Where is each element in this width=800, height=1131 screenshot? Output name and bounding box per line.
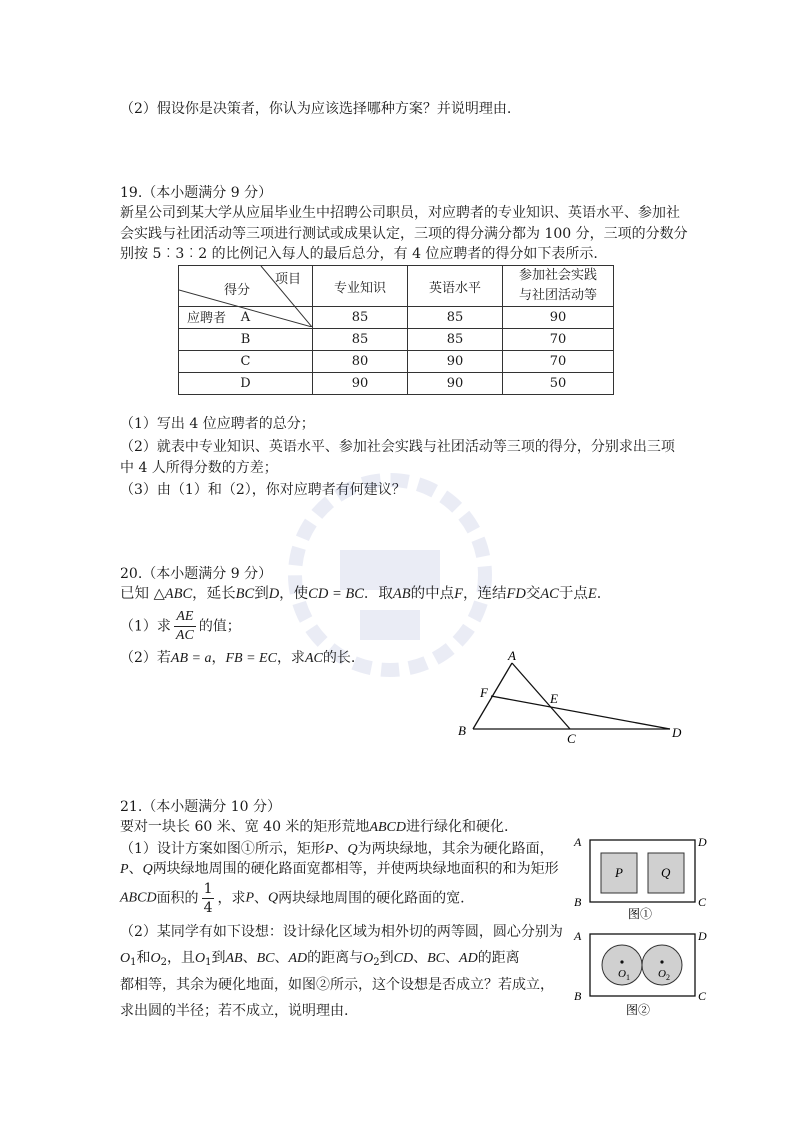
col-header-activities-line1: 参加社会实践 bbox=[518, 268, 597, 283]
row-name: D bbox=[179, 373, 313, 395]
cell-activities: 70 bbox=[503, 351, 614, 373]
q21-p2-line3: 都相等，其余为硬化地面，如图②所示，这个设想是否成立？若成立， bbox=[120, 977, 554, 993]
q21-p1-line2: P、Q两块绿地周围的硬化路面宽都相等，并使两块绿地面积的和为矩形 bbox=[120, 861, 559, 877]
svg-text:A: A bbox=[574, 929, 582, 943]
cell-english: 90 bbox=[408, 373, 503, 395]
q19-part2-line1: （2）就表中专业知识、英语水平、参加社会实践与社团活动等三项的得分，分别求出三项 bbox=[120, 439, 675, 455]
fraction-one-quarter: $\frac{1}{4}$ bbox=[203, 881, 213, 916]
col-header-activities bbox=[503, 266, 614, 307]
table-row bbox=[179, 351, 614, 373]
cell-english: 90 bbox=[408, 351, 503, 373]
row-name: C bbox=[179, 351, 313, 373]
figure-2 bbox=[568, 926, 718, 1022]
table-corner-cell bbox=[179, 266, 313, 326]
cell-activities: 70 bbox=[503, 329, 614, 351]
cell-knowledge: 90 bbox=[313, 373, 408, 395]
label-f: F bbox=[480, 685, 488, 700]
fraction-ae-ac: $\frac{AE}{AC}$ bbox=[175, 609, 194, 643]
q21-p2-line2: $O_1$和$O_2$，且$O_1$到AB、BC、AD的距离与$O_2$到CD、BC、AD的距离 bbox=[120, 950, 520, 968]
q21-header: 21.（本小题满分 10 分） bbox=[120, 799, 281, 815]
svg-text:O: O bbox=[618, 968, 626, 980]
q21-p1-line1: （1）设计方案如图①所示，矩形P、Q为两块绿地，其余为硬化路面， bbox=[120, 841, 554, 857]
q18-part2: （2）假设你是决策者，你认为应该选择哪种方案？并说明理由. bbox=[120, 101, 512, 117]
q20-header: 20.（本小题满分 9 分） bbox=[120, 566, 273, 582]
svg-text:O: O bbox=[658, 968, 666, 980]
q19-intro-3: 别按 5︰3︰2 的比例记入每人的最后总分，有 4 位应聘者的得分如下表所示. bbox=[120, 246, 598, 262]
table-row bbox=[179, 329, 614, 351]
svg-text:A: A bbox=[574, 835, 582, 849]
label-c: C bbox=[567, 731, 576, 746]
triangle-figure bbox=[450, 645, 690, 750]
corner-item-label: 项目 bbox=[275, 272, 302, 287]
svg-text:P: P bbox=[615, 865, 623, 880]
q21-p2-line4: 求出圆的半径；若不成立，说明理由. bbox=[120, 1003, 349, 1019]
cell-activities: 50 bbox=[503, 373, 614, 395]
q20-part2: （2）若AB = a，FB = EC，求AC的长. bbox=[120, 650, 356, 666]
q20-part1: （1）求 $\frac{AE}{AC}$ 的值； bbox=[120, 609, 241, 643]
corner-score-label: 得分 bbox=[224, 283, 251, 298]
svg-text:C: C bbox=[698, 989, 707, 1003]
cell-knowledge: 85 bbox=[313, 329, 408, 351]
col-header-knowledge: 专业知识 bbox=[313, 266, 408, 307]
cell-activities: 90 bbox=[503, 307, 614, 329]
q21-intro: 要对一块长 60 米、宽 40 米的矩形荒地ABCD进行绿化和硬化. bbox=[120, 819, 509, 835]
table-header-row bbox=[179, 266, 614, 307]
q19-part1: （1）写出 4 位应聘者的总分； bbox=[120, 416, 315, 432]
q21-p1-line3: ABCD面积的 $\frac{1}{4}$ ，求P、Q两块绿地周围的硬化路面的宽. bbox=[120, 881, 465, 916]
figure-1 bbox=[568, 830, 718, 922]
svg-text:C: C bbox=[698, 895, 707, 909]
col-header-activities-line2: 与社团活动等 bbox=[518, 288, 597, 303]
col-header-english: 英语水平 bbox=[408, 266, 503, 307]
svg-text:D: D bbox=[698, 835, 707, 849]
q21-p2-line1: （2）某同学有如下设想：设计绿化区域为相外切的两等圆，圆心分别为 bbox=[120, 924, 563, 940]
label-b: B bbox=[458, 723, 466, 738]
table-row bbox=[179, 373, 614, 395]
svg-text:1: 1 bbox=[626, 973, 630, 982]
svg-text:2: 2 bbox=[666, 973, 670, 982]
q19-intro-1: 新星公司到某大学从应届毕业生中招聘公司职员，对应聘者的专业知识、英语水平、参加社 bbox=[120, 205, 680, 221]
label-a: A bbox=[508, 648, 516, 663]
q19-part2-line2: 中 4 人所得分数的方差； bbox=[120, 460, 278, 476]
svg-text:Q: Q bbox=[661, 865, 671, 880]
svg-text:B: B bbox=[574, 989, 582, 1003]
q19-part3: （3）由（1）和（2），你对应聘者有何建议？ bbox=[120, 482, 406, 498]
corner-person-label: 应聘者 bbox=[187, 311, 227, 326]
label-e: E bbox=[550, 691, 558, 706]
q19-intro-2: 会实践与社团活动等三项进行测试或成果认定，三项的得分满分都为 100 分，三项的分数分 bbox=[120, 226, 688, 242]
fig1-caption: 图① bbox=[628, 907, 653, 921]
row-name: B bbox=[179, 329, 313, 351]
svg-text:D: D bbox=[698, 929, 707, 943]
cell-knowledge: 85 bbox=[313, 307, 408, 329]
fig2-caption: 图② bbox=[626, 1003, 651, 1017]
q20-statement: 已知 △ABC，延长BC到D，使CD = BC．取AB的中点F，连结FD交AC于点E． bbox=[120, 586, 612, 602]
score-table bbox=[178, 265, 614, 395]
cell-english: 85 bbox=[408, 329, 503, 351]
cell-knowledge: 80 bbox=[313, 351, 408, 373]
row-name: A bbox=[179, 307, 313, 329]
cell-english: 85 bbox=[408, 307, 503, 329]
label-d: D bbox=[672, 725, 682, 740]
q19-header: 19.（本小题满分 9 分） bbox=[120, 185, 273, 201]
svg-text:B: B bbox=[574, 895, 582, 909]
